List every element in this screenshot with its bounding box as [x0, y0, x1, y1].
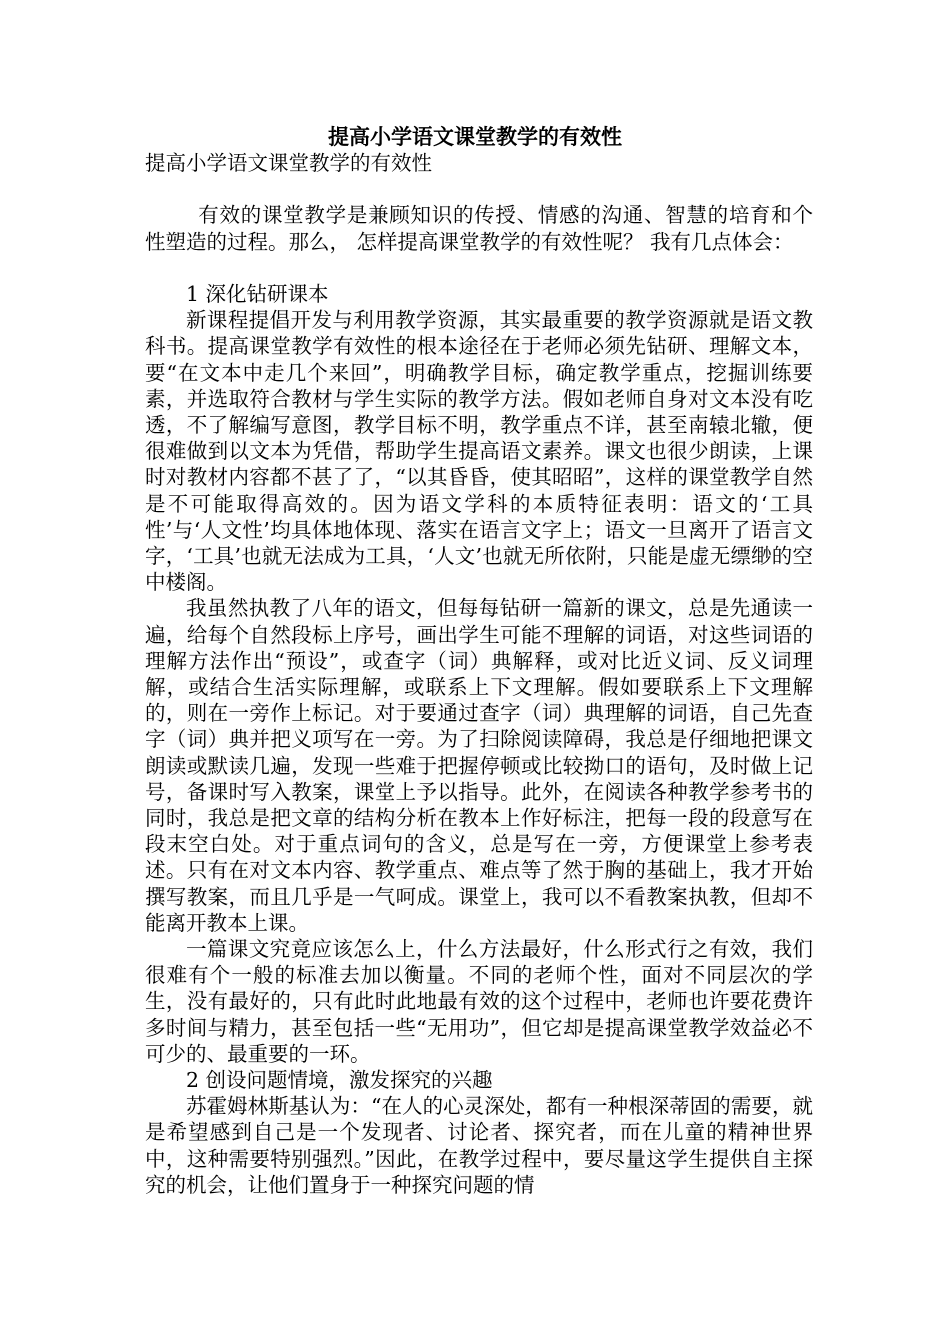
paragraph: 我虽然执教了八年的语文，但每每钻研一篇新的课文，总是先通读一遍，给每个自然段标上序号，画出学生可能不理解的词语，对这些词语的理解方法作出“预设”，或查字（词）典解释，或对比近义词、反义词理解，或结合生活实际理解，或联系上下文理解。假如要联系上下文理解的，则在一旁作上标记。对于要通过查字（词）典理解的词语，自己先查字（词）典并把义项写在一旁。为了扫除阅读障碍，我总是仔细地把课文朗读或默读几遍，发现一些难于把握停顿或比较拗口的语句，及时做上记号，备课时写入教案，课堂上予以指导。此外，在阅读各种教学参考书的同时，我总是把文章的结构分析在教本上作好标注，把每一段的段意写在段末空白处。对于重点词句的含义，总是写在一旁，方便课堂上参考表述。只有在对文本内容、教学重点、难点等了然于胸的基础上，我才开始撰写教案，而且几乎是一气呵成。课堂上，我可以不看教案执教，但却不能离开教本上课。: [145, 596, 813, 935]
section-heading-1: 1 深化钻研课本: [186, 281, 329, 306]
document-title: 提高小学语文课堂教学的有效性: [328, 125, 622, 149]
document-body: [145, 150, 813, 1198]
intro-paragraph: 有效的课堂教学是兼顾知识的传授、情感的沟通、智慧的培育和个性塑造的过程。那么， 怎样提高课堂教学的有效性呢？ 我有几点体会：: [145, 203, 813, 254]
paragraph: 新课程提倡开发与利用教学资源，其实最重要的教学资源就是语文教科书。提高课堂教学有效性的根本途径在于老师必须先钻研、理解文本，要“在文本中走几个来回”，明确教学目标，确定教学重点，挖掘训练要素，并选取符合教材与学生实际的教学方法。假如老师自身对文本没有吃透，不了解编写意图，教学目标不明，教学重点不详，甚至南辕北辙，便很难做到以文本为凭借，帮助学生提高语文素养。课文也很少朗读，上课时对教材内容都不甚了了，“以其昏昏，使其昭昭”，这样的课堂教学自然是不可能取得高效的。因为语文学科的本质特征表明：语文的‘工具性’与‘人文性’均具体地体现、落实在语言文字上；语文一旦离开了语言文字，‘工具’也就无法成为工具，‘人文’也就无所依附，只能是虚无缥缈的空中楼阁。: [145, 308, 813, 595]
section-heading-2: 2 创设问题情境，激发探究的兴趣: [186, 1068, 493, 1093]
paragraph: 一篇课文究竟应该怎么上，什么方法最好，什么形式行之有效，我们很难有个一般的标准去加以衡量。不同的老师个性，面对不同层次的学生，没有最好的，只有此时此地最有效的这个过程中，老师也许要花费许多时间与精力，甚至包括一些“无用功”，但它却是提高课堂教学效益必不可少的、最重要的一环。: [145, 937, 813, 1066]
blank-line: [145, 255, 813, 281]
blank-line: [145, 176, 813, 202]
paragraph: 苏霍姆林斯基认为：“在人的心灵深处，都有一种根深蒂固的需要，就是希望感到自己是一个发现者、讨论者、探究者，而在儿童的精神世界中，这种需要特别强烈。”因此，在教学过程中，要尽量这学生提供自主探究的机会，让他们置身于一种探究问题的情: [145, 1094, 813, 1197]
document-subtitle: 提高小学语文课堂教学的有效性: [145, 151, 432, 175]
